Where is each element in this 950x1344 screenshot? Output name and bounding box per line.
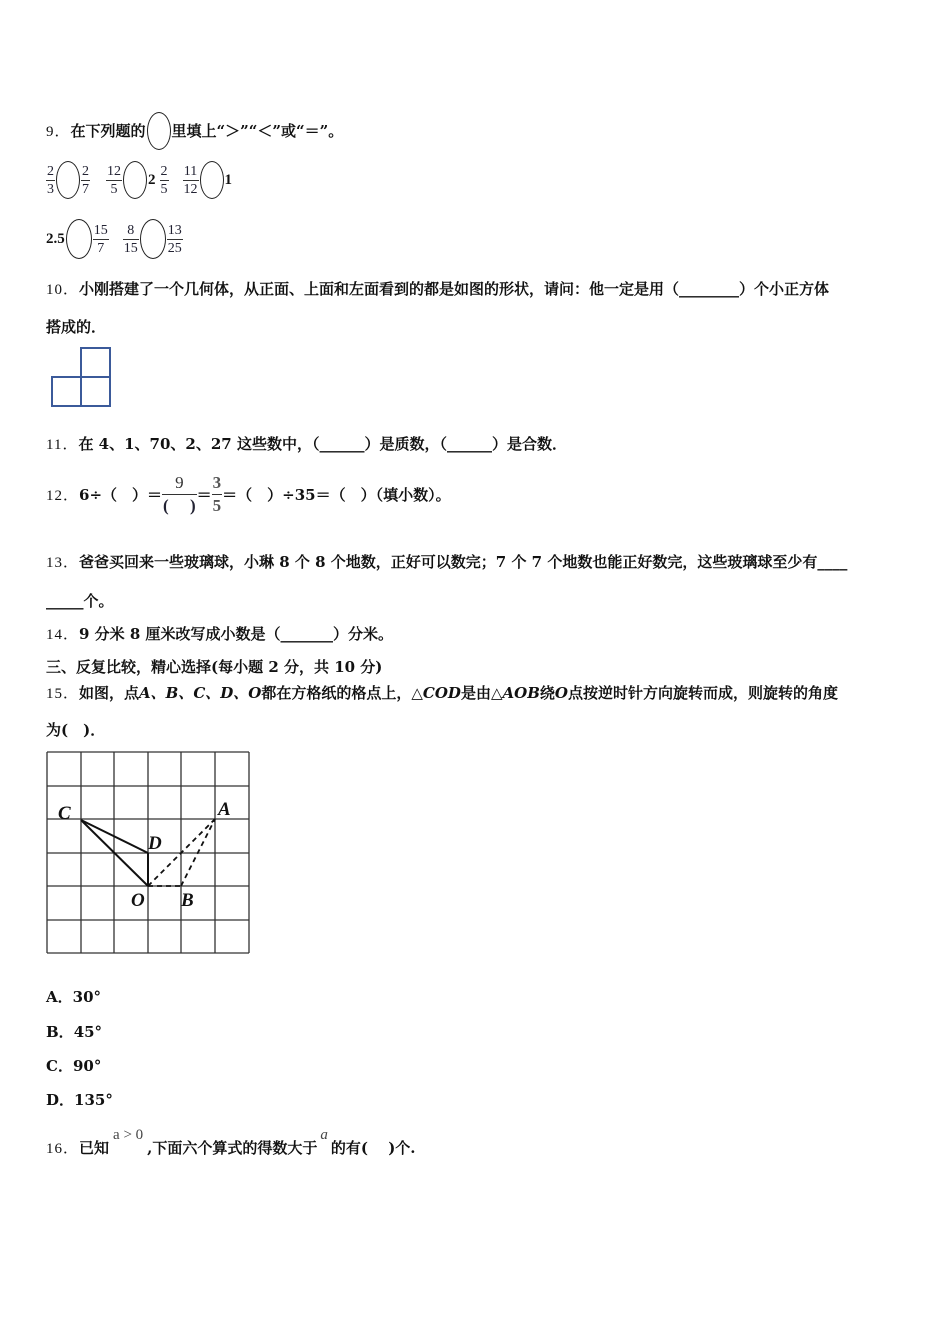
q10-line2: 搭成的． (46, 318, 107, 336)
label-C: C (58, 803, 71, 824)
q13-line1: 13．爸爸买回来一些玻璃球，小琳 8 个 8 个地数，正好可以数完；7 个 7 个地数也能正好数完，这些玻璃球至少有____ (46, 553, 848, 571)
fraction: $\frac{11}{12}$ (183, 163, 198, 197)
fraction: $\frac{3}{5}$ (212, 472, 222, 515)
q9-row2: 2.5 $\frac{15}{7}$ $\frac{8}{15}$ $\frac{13}{25}$ (46, 218, 183, 260)
fraction: $\frac{2}{3}$ (47, 163, 54, 197)
q10-line1: 10．小刚搭建了一个几何体，从正面、上面和左面看到的都是如图的形状，请问：他一定是用（________）个小正方体 (46, 280, 830, 298)
label-B: B (181, 890, 194, 911)
q11-line: 11．在 4、1、70、2、27 这些数中，（______）是质数，（______）是合数． (46, 435, 567, 453)
q13-line2: _____个。 (46, 592, 114, 610)
fraction: $\frac{12}{5}$ (107, 163, 121, 197)
label-O: O (131, 890, 145, 911)
option-d[interactable]: D．135° (46, 1091, 113, 1109)
q9-number: 9． (46, 124, 71, 140)
fraction: $\frac{2}{7}$ (82, 163, 89, 197)
fraction: $\frac{9}{( )}$ (163, 472, 196, 515)
option-a[interactable]: A．30° (46, 988, 102, 1006)
q9-prompt: 9．在下列题的 里填上“＞”“＜”或“＝”。 (46, 112, 343, 150)
option-b[interactable]: B．45° (46, 1023, 103, 1041)
answer-oval[interactable] (200, 161, 224, 199)
fraction: $\frac{8}{15}$ (123, 222, 138, 256)
cube-view-figure (50, 346, 114, 410)
label-D: D (148, 833, 162, 854)
fraction: $\frac{15}{7}$ (93, 222, 108, 256)
option-c[interactable]: C．90° (46, 1057, 102, 1075)
fraction: $\frac{2}{5}$ (160, 163, 168, 197)
answer-oval[interactable] (56, 161, 80, 199)
label-A: A (218, 799, 231, 820)
condition-expression: a > 0 (113, 1127, 144, 1143)
q15-line1: 15．如图，点A、B、C、D、O都在方格纸的格点上，△COD是由△AOB绕O点按逆时针方向旋转而成，则旋转的角度 (46, 684, 838, 702)
answer-oval[interactable] (140, 219, 166, 259)
fraction: $\frac{13}{25}$ (167, 222, 182, 256)
q16-line: 16． 已知 a > 0 ,下面六个算式的得数大于 a 的有( )个. (46, 1127, 416, 1157)
answer-oval[interactable] (123, 161, 147, 199)
q15-line2: 为( )． (46, 721, 106, 739)
section-heading: 三、反复比较，精心选择(每小题 2 分，共 10 分) (46, 658, 383, 676)
variable-a: a (320, 1127, 328, 1143)
oval-symbol-icon (147, 112, 171, 150)
q12-line: 12． 6÷（ ）＝ $\frac{9}{( )}$ ＝ $\frac{3}{5}$ ＝（ ）÷35＝（ ）（填小数）。 (46, 472, 451, 515)
q14-line: 14．9 分米 8 厘米改写成小数是（_______）分米。 (46, 625, 394, 643)
grid-figure (44, 749, 254, 957)
answer-oval[interactable] (66, 219, 92, 259)
q9-row1: $\frac{2}{3}$ $\frac{2}{7}$ $\frac{12}{5}$ 2 $\frac{2}{5}$ $\frac{11}{12}$ 1 (46, 160, 232, 200)
